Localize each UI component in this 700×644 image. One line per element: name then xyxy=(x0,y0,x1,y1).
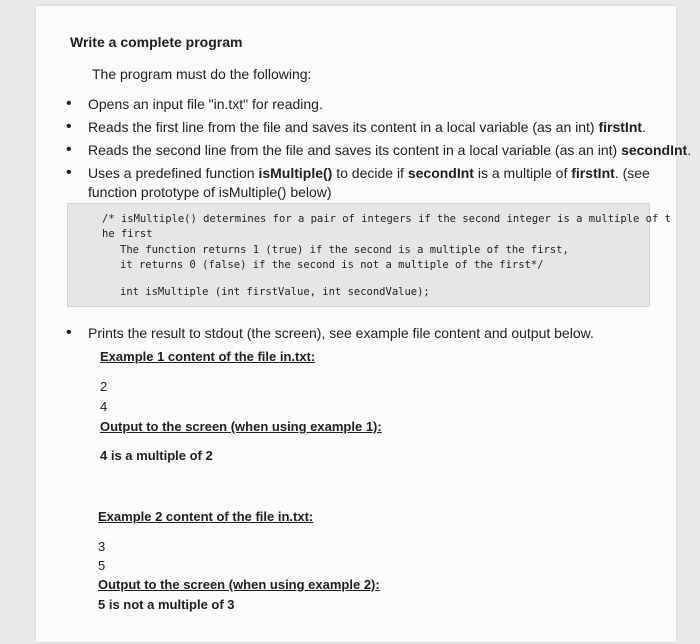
example1-output: 4 is a multiple of 2 xyxy=(100,448,213,463)
code-line: /* isMultiple() determines for a pair of integers if the second integer is a multiple of t xyxy=(102,213,671,225)
var-first-int: firstInt xyxy=(571,165,615,181)
var-second-int: secondInt xyxy=(407,165,474,181)
bullet-text: Opens an input file "in.txt" for reading. xyxy=(88,96,323,112)
example1-output-heading: Output to the screen (when using example 1): xyxy=(100,419,382,434)
example1-line1: 2 xyxy=(100,379,108,394)
bullet-dot: • xyxy=(66,118,72,135)
text-part: . (see xyxy=(614,165,650,181)
heading: Write a complete program xyxy=(70,34,243,50)
example2-line2: 5 xyxy=(98,558,106,573)
bullet-text xyxy=(88,141,691,160)
code-line: int isMultiple (int firstValue, int secondValue); xyxy=(120,286,430,298)
bullet-dot: • xyxy=(66,141,72,158)
example1-line2: 4 xyxy=(100,399,108,414)
bullet-text xyxy=(88,164,650,202)
bullet-text: Prints the result to stdout (the screen), see example file content and output below. xyxy=(88,325,594,341)
text-part: function prototype of isMultiple() below) xyxy=(88,184,332,200)
text-part: . xyxy=(642,119,646,135)
bullet-text xyxy=(88,118,646,137)
text-part: Reads the first line from the file and saves its content in a local variable (as an int) xyxy=(88,119,599,135)
bullet-dot: • xyxy=(66,95,72,112)
example2-line1: 3 xyxy=(98,539,106,554)
function-name: isMultiple() xyxy=(258,165,333,181)
example2-output-heading: Output to the screen (when using example 2): xyxy=(98,577,380,592)
example2-heading: Example 2 content of the file in.txt: xyxy=(98,509,314,524)
code-line: it returns 0 (false) if the second is not a multiple of the first*/ xyxy=(120,259,544,271)
var-second-int: secondInt xyxy=(621,142,688,158)
code-line: he first xyxy=(102,228,153,240)
text-part: Reads the second line from the file and saves its content in a local variable (as an int) xyxy=(88,142,622,158)
text-part: Uses a predefined function xyxy=(88,165,259,181)
intro-text: The program must do the following: xyxy=(92,66,312,82)
bullet-dot: • xyxy=(66,164,72,181)
code-line: The function returns 1 (true) if the second is a multiple of the first, xyxy=(120,244,569,256)
var-first-int: firstInt xyxy=(598,119,643,135)
text-part: to decide if xyxy=(332,165,408,181)
text-part: . xyxy=(687,142,692,158)
text-part: is a multiple of xyxy=(473,165,572,181)
code-block xyxy=(67,203,671,307)
bullet-dot: • xyxy=(66,324,72,341)
example1-heading: Example 1 content of the file in.txt: xyxy=(100,349,316,364)
document-page xyxy=(36,6,692,642)
example2-output: 5 is not a multiple of 3 xyxy=(98,597,235,612)
